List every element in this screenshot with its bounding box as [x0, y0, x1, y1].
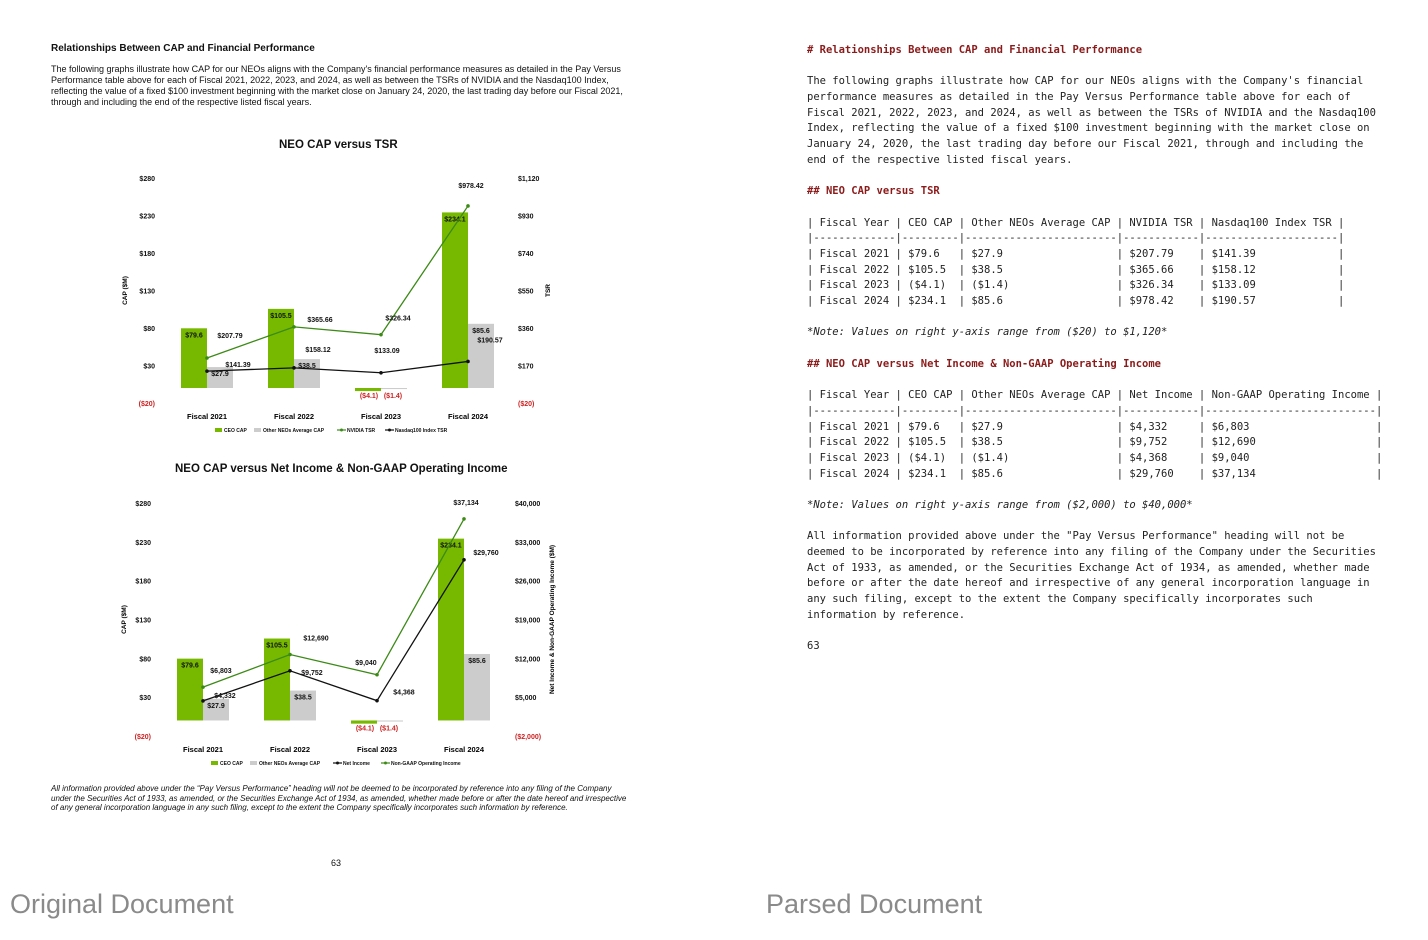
legend-label: NVIDIA TSR	[347, 428, 376, 434]
line-point	[466, 204, 470, 208]
y2-axis-title: Net Income & Non-GAAP Operating Income ($M)	[549, 544, 556, 695]
line-point	[288, 669, 292, 673]
line-data-label: $158.12	[305, 346, 331, 354]
line-point	[379, 333, 383, 337]
bar-ceo-cap	[264, 639, 290, 721]
y-tick-label: ($20)	[134, 734, 151, 741]
line-point	[201, 685, 205, 689]
line-point	[292, 325, 296, 329]
parsed-line: | Fiscal 2022 | $105.5 | $38.5 | $365.66 | $158.12 |	[807, 263, 1345, 276]
y2-tick-label: $33,000	[515, 539, 541, 547]
line-data-label: $9,040	[355, 659, 377, 667]
legend-label: Other NEOs Average CAP	[259, 761, 321, 767]
parsed-line: | Fiscal 2021 | $79.6 | $27.9 | $4,332 | $6,803 |	[807, 420, 1383, 433]
footnote-paragraph: All information provided above under the “Pay Versus Performance” heading will not be deemed to be incorporated by reference into any filing of the Company under the Securities Act of 1933, as amended, or the Securities Exchange Act of 1934, as amended, whether made before or after the date hereof and irrespective of any general incorporation language in any such filing, except to the extent the Company specifically incorporates such information by reference.	[51, 784, 627, 813]
legend-swatch	[215, 428, 222, 432]
parsed-line: ## NEO CAP versus TSR	[807, 185, 940, 198]
category-label: Fiscal 2024	[443, 745, 485, 754]
legend-swatch	[250, 761, 257, 765]
intro-paragraph: The following graphs illustrate how CAP for our NEOs aligns with the Company's financial performance measures as detailed in the Pay Versus Performance table above for each of Fiscal 2021, 2022, 2023, and 2024, as well as between the TSRs of NVIDIA and the Nasdaq100 Index, reflecting the value of a fixed $100 investment beginning with the market close on January 24, 2020, the last trading day before our Fiscal 2021, through and including the end of the respective listed fiscal years.	[51, 64, 623, 107]
line-data-label: $4,332	[214, 692, 236, 700]
line-point	[466, 360, 470, 364]
line-point	[375, 673, 379, 677]
section-heading: Relationships Between CAP and Financial Performance	[51, 43, 315, 54]
bar-data-label: ($1.4)	[383, 393, 403, 400]
original-document-panel	[0, 0, 700, 940]
y-tick-label: $130	[139, 288, 155, 296]
parsed-line	[807, 169, 1407, 185]
y-tick-label: ($20)	[138, 401, 155, 408]
category-label: Fiscal 2023	[360, 412, 402, 421]
bar-data-label: $27.9	[211, 371, 229, 379]
parsed-line	[807, 341, 1407, 357]
category-label: Fiscal 2021	[186, 412, 228, 421]
parsed-line: ## NEO CAP versus Net Income & Non-GAAP Operating Income	[807, 357, 1162, 370]
chart-neo-cap-vs-net-income	[0, 490, 700, 775]
bar-ceo-cap	[355, 388, 381, 391]
parsed-line: | Fiscal 2024 | $234.1 | $85.6 | $978.42 | $190.57 |	[807, 295, 1345, 307]
parsed-line: |-------------|---------|------------------------|------------|---------------------|	[807, 232, 1345, 245]
y-tick-label: $30	[139, 695, 151, 703]
bar-ceo-cap	[268, 309, 294, 388]
y2-tick-label: $360	[518, 326, 534, 333]
parsed-line	[807, 59, 1407, 75]
y-tick-label: $230	[135, 539, 151, 547]
parsed-line: before or after the date hereof and irrespective of any general incorporation language in	[807, 577, 1370, 590]
legend-marker	[336, 762, 339, 765]
parsed-line	[807, 482, 1407, 498]
y2-tick-label: $170	[518, 363, 534, 371]
parsed-line: end of the respective listed fiscal years.	[807, 153, 1073, 166]
legend-marker	[384, 762, 387, 765]
series-line	[203, 519, 464, 687]
bar-data-label: $105.5	[270, 312, 292, 320]
page-number: 63	[331, 858, 342, 868]
parsed-line: The following graphs illustrate how CAP for our NEOs aligns with the Company's financial	[807, 75, 1364, 88]
caption-original: Original Document	[10, 889, 234, 919]
y-tick-label: $230	[139, 213, 155, 221]
line-point	[205, 356, 209, 360]
parsed-line	[807, 372, 1407, 388]
y2-tick-label: $40,000	[515, 501, 541, 508]
bar-ceo-cap	[351, 720, 377, 723]
parsed-line	[807, 623, 1407, 639]
line-point	[379, 371, 383, 375]
parsed-line: All information provided above under the "Pay Versus Performance" heading will not be	[807, 530, 1345, 543]
parsed-line: | Fiscal 2021 | $79.6 | $27.9 | $207.79 | $141.39 |	[807, 247, 1345, 260]
bar-data-label: $234.1	[440, 542, 462, 550]
parsed-line: *Note: Values on right y-axis range from ($2,000) to $40,000*	[807, 498, 1193, 511]
parsed-line	[807, 514, 1407, 530]
bar-data-label: $79.6	[185, 332, 203, 340]
line-data-label: $9,752	[301, 669, 323, 677]
category-label: Fiscal 2021	[182, 745, 224, 754]
legend-label: CEO CAP	[220, 761, 243, 767]
category-label: Fiscal 2024	[447, 412, 489, 421]
bar-data-label: $38.5	[298, 363, 316, 371]
legend-marker	[388, 429, 391, 432]
category-label: Fiscal 2022	[273, 412, 315, 421]
line-point	[462, 517, 466, 521]
y2-tick-label: $740	[518, 251, 534, 258]
legend-label: Nasdaq100 Index TSR	[395, 428, 448, 434]
parsed-line: | Fiscal 2023 | ($4.1) | ($1.4) | $326.34 | $133.09 |	[807, 279, 1345, 292]
bar-data-label: $234.1	[444, 216, 466, 224]
y-tick-label: $130	[135, 617, 151, 625]
parsed-line: information by reference.	[807, 608, 966, 621]
parsed-line: any such filing, except to the extent the Company specifically incorporates such	[807, 593, 1313, 606]
legend-label: Other NEOs Average CAP	[263, 428, 325, 434]
y-tick-label: $30	[143, 363, 155, 371]
parsed-line: | Fiscal Year | CEO CAP | Other NEOs Average CAP | Net Income | Non-GAAP Operating Income |	[807, 389, 1383, 402]
legend-swatch	[254, 428, 261, 432]
legend-label: Non-GAAP Operating Income	[391, 761, 461, 767]
parsed-document-panel	[807, 43, 1407, 655]
bar-data-label: $38.5	[294, 694, 312, 702]
parsed-line: January 24, 2020, the last trading day before our Fiscal 2021, through and including the	[807, 138, 1364, 151]
y2-tick-label: $12,000	[515, 656, 541, 664]
y-tick-label: $80	[143, 326, 155, 333]
line-data-label: $365.66	[307, 316, 333, 324]
line-point	[292, 366, 296, 370]
parsed-line: Act of 1933, as amended, or the Securities Exchange Act of 1934, as amended, whether made	[807, 561, 1370, 574]
parsed-line: performance measures as detailed in the Pay Versus Performance table above for each of	[807, 91, 1351, 104]
parsed-line: | Fiscal Year | CEO CAP | Other NEOs Average CAP | NVIDIA TSR | Nasdaq100 Index TSR |	[807, 216, 1345, 229]
parsed-line: 63	[807, 640, 820, 653]
y-axis-title: CAP ($M)	[122, 276, 129, 305]
legend-marker	[340, 429, 343, 432]
caption-parsed: Parsed Document	[766, 889, 983, 919]
category-label: Fiscal 2022	[269, 745, 311, 754]
line-data-label: $29,760	[473, 549, 499, 557]
bar-data-label: ($4.1)	[355, 725, 375, 733]
parsed-line: Fiscal 2021, 2022, 2023, and 2024, as well as between the TSRs of NVIDIA and the Nasdaq100	[807, 106, 1376, 119]
parsed-line: deemed to be incorporated by reference into any filing of the Company under the Securities	[807, 546, 1376, 558]
bar-other-neos-cap	[377, 720, 403, 721]
y-tick-label: $180	[135, 578, 151, 586]
legend-label: Net Income	[343, 761, 370, 767]
bar-data-label: $85.6	[472, 327, 490, 335]
series-line	[207, 206, 468, 358]
legend-label: CEO CAP	[224, 428, 247, 434]
parsed-line	[807, 310, 1407, 326]
line-data-label: $37,134	[453, 499, 479, 507]
line-data-label: $190.57	[477, 337, 503, 345]
bar-data-label: $85.6	[468, 657, 486, 665]
parsed-line: |-------------|---------|------------------------|------------|---------------------------|	[807, 404, 1383, 417]
parsed-line: *Note: Values on right y-axis range from ($20) to $1,120*	[807, 326, 1168, 339]
y2-tick-label: ($20)	[518, 401, 535, 408]
bar-data-label: ($4.1)	[359, 393, 379, 400]
parsed-line: | Fiscal 2023 | ($4.1) | ($1.4) | $4,368 | $9,040 |	[807, 451, 1383, 464]
y2-tick-label: $19,000	[515, 617, 541, 625]
bar-data-label: ($1.4)	[379, 725, 399, 733]
y2-tick-label: $930	[518, 213, 534, 221]
y2-tick-label: $5,000	[515, 695, 537, 703]
line-data-label: $4,368	[393, 689, 415, 697]
y2-axis-title: TSR	[545, 284, 552, 297]
parsed-line	[807, 200, 1407, 216]
line-data-label: $6,803	[210, 668, 232, 676]
bar-data-label: $79.6	[181, 662, 199, 670]
y2-tick-label: $26,000	[515, 578, 541, 586]
line-point	[205, 369, 209, 373]
line-data-label: $978.42	[458, 182, 484, 190]
line-data-label: $12,690	[303, 635, 329, 643]
line-point	[201, 699, 205, 703]
y-tick-label: $280	[135, 501, 151, 508]
category-label: Fiscal 2023	[356, 745, 398, 754]
y2-tick-label: ($2,000)	[515, 734, 542, 741]
bar-data-label: $105.5	[266, 642, 288, 650]
parsed-line: # Relationships Between CAP and Financial Performance	[807, 44, 1143, 56]
y-tick-label: $80	[139, 656, 151, 664]
y2-tick-label: $550	[518, 288, 534, 296]
bar-other-neos-cap	[381, 388, 407, 389]
parsed-line: | Fiscal 2022 | $105.5 | $38.5 | $9,752 | $12,690 |	[807, 436, 1383, 449]
line-data-label: $326.34	[385, 315, 411, 323]
line-point	[375, 699, 379, 703]
parsed-line: | Fiscal 2024 | $234.1 | $85.6 | $29,760 | $37,134 |	[807, 467, 1383, 480]
y-tick-label: $180	[139, 251, 155, 258]
legend-swatch	[211, 761, 218, 765]
chart-1-title: NEO CAP versus TSR	[279, 139, 398, 151]
line-data-label: $141.39	[225, 362, 251, 370]
line-point	[288, 653, 292, 657]
line-data-label: $133.09	[374, 347, 400, 355]
bar-data-label: $27.9	[207, 702, 225, 710]
line-data-label: $207.79	[217, 333, 243, 341]
series-line	[203, 560, 464, 701]
y-tick-label: $280	[139, 176, 155, 183]
parsed-line: Index, reflecting the value of a fixed $100 investment beginning with the market close on	[807, 122, 1370, 135]
chart-neo-cap-vs-tsr	[0, 165, 700, 445]
line-point	[462, 558, 466, 562]
chart-2-title: NEO CAP versus Net Income & Non-GAAP Operating Income	[175, 463, 508, 475]
y-axis-title: CAP ($M)	[121, 605, 128, 634]
y2-tick-label: $1,120	[518, 176, 540, 183]
